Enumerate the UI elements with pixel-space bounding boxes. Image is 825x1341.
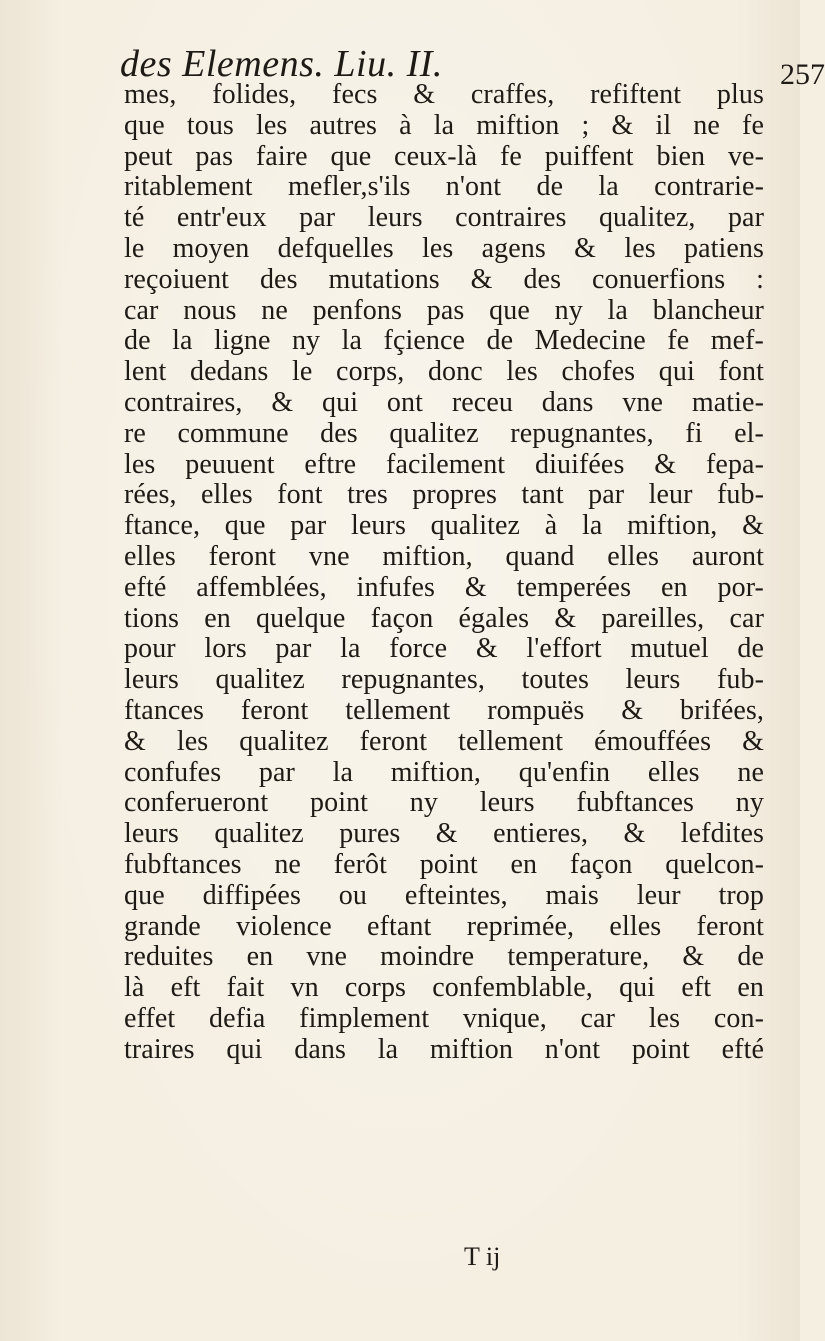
page-number: 257 — [780, 58, 825, 91]
text-line: elles feront vne miftion, quand elles auront — [124, 540, 764, 572]
text-line: mes, folides, fecs & craffes, refiftent plus — [124, 79, 764, 110]
text-line: contraires, & qui ont receu dans vne matie- — [124, 386, 764, 418]
text-line: les peuuent eftre facilement diuifées & fepa- — [124, 448, 764, 480]
text-line: effet defia fimplement vnique, car les con- — [124, 1002, 764, 1034]
text-line: tions en quelque façon égales & pareilles, car — [124, 602, 764, 634]
text-line: fubftances ne ferôt point en façon quelcon- — [124, 848, 764, 880]
text-line: là eft fait vn corps confemblable, qui eft en — [124, 972, 764, 1004]
text-line: peut pas faire que ceux-là fe puiffent bien ve- — [124, 140, 764, 172]
text-line: re commune des qualitez repugnantes, fi el- — [124, 417, 764, 449]
text-line: que diffipées ou efteintes, mais leur trop — [124, 879, 764, 911]
text-line: traires qui dans la miftion n'ont point efté — [124, 1033, 764, 1065]
text-line: efté affemblées, infufes & temperées en por- — [124, 571, 764, 603]
text-line: ftances feront tellement rompuës & brifées, — [124, 694, 764, 726]
running-head-title: des Elemens. Liu. II. — [120, 43, 443, 85]
signature-mark: T ij — [464, 1242, 501, 1271]
text-line: confufes par la miftion, qu'enfin elles ne — [124, 756, 764, 788]
text-line: & les qualitez feront tellement émouffées & — [124, 725, 764, 757]
text-line: grande violence eftant reprimée, elles feront — [124, 910, 764, 942]
text-line: le moyen defquelles les agens & les patiens — [124, 232, 764, 264]
text-line: leurs qualitez repugnantes, toutes leurs fub- — [124, 664, 764, 696]
text-line: ritablement mefler,s'ils n'ont de la contrarie- — [124, 171, 764, 203]
body-text — [124, 80, 764, 1066]
page-footer — [124, 1242, 764, 1276]
text-line: de la ligne ny la fçience de Medecine fe mef- — [124, 325, 764, 357]
text-line: car nous ne penfons pas que ny la blancheur — [124, 294, 764, 326]
text-line: leurs qualitez pures & entieres, & lefdites — [124, 818, 764, 850]
text-line: ftance, que par leurs qualitez à la miftion, & — [124, 510, 764, 542]
text-line: conferueront point ny leurs fubftances ny — [124, 787, 764, 819]
text-line: lent dedans le corps, donc les chofes qui font — [124, 356, 764, 388]
text-line: que tous les autres à la miftion ; & il ne fe — [124, 109, 764, 141]
text-line: té entr'eux par leurs contraires qualitez, par — [124, 202, 764, 234]
text-line: reduites en vne moindre temperature, & de — [124, 941, 764, 973]
text-line: rées, elles font tres propres tant par leur fub- — [124, 479, 764, 511]
text-line: reçoiuent des mutations & des conuerfions : — [124, 263, 764, 295]
text-line: pour lors par la force & l'effort mutuel de — [124, 633, 764, 665]
